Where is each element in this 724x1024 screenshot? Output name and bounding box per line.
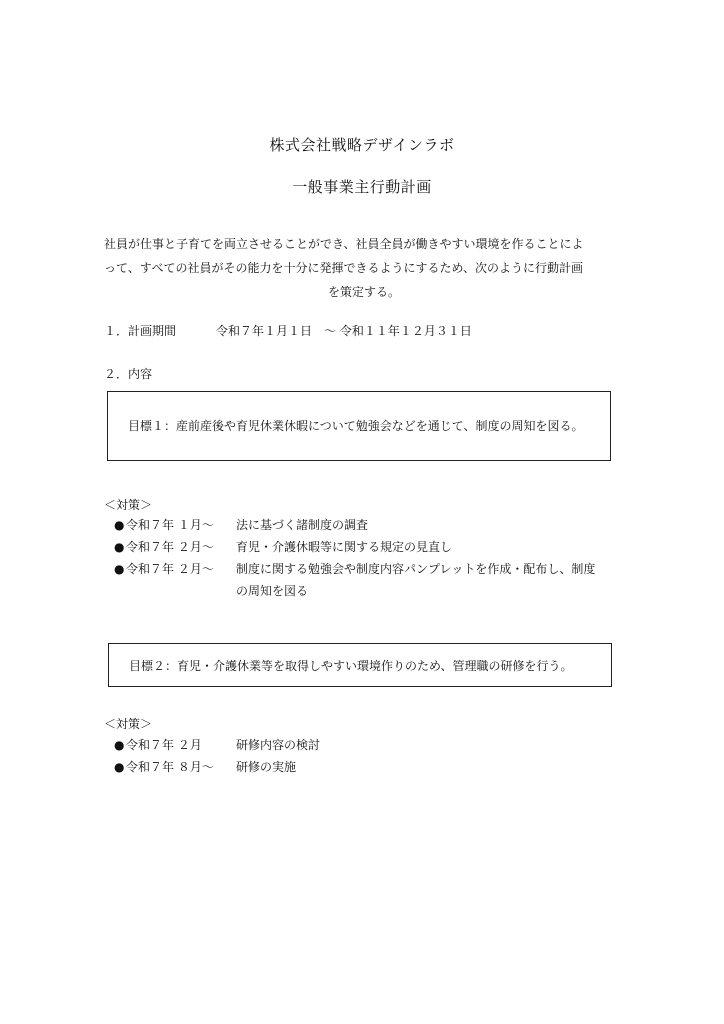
document-title: 一般事業主行動計画 xyxy=(292,178,432,196)
section-label: 内容 xyxy=(128,367,153,381)
intro-line: って、すべての社員がその能力を十分に発揮できるようにするため、次のように行動計画 xyxy=(104,261,584,275)
list-item xyxy=(114,734,320,756)
plan-period-row xyxy=(104,322,472,339)
section-number: １． xyxy=(104,324,129,338)
list-item xyxy=(114,536,595,558)
company-name: 株式会社戦略デザインラボ xyxy=(269,136,455,154)
measure-date: 令和７年 ２月～ xyxy=(126,562,214,576)
list-item xyxy=(114,514,595,536)
bullet-icon: ● xyxy=(114,738,125,752)
goal-1-box xyxy=(107,391,611,461)
section-number: ２． xyxy=(104,367,129,381)
intro-line: 社員が仕事と子育てを両立させることができ、社員全員が働きやすい環境を作ることによ xyxy=(104,237,584,251)
measures-heading: ＜対策＞ xyxy=(104,717,153,731)
list-item xyxy=(114,558,595,602)
measure-text: 法に基づく諸制度の調査 xyxy=(236,518,369,532)
intro-line: を策定する。 xyxy=(327,285,400,299)
goal-2-text: 目標２：育児・介護休業等を取得しやすい環境作りのため、管理職の研修を行う。 xyxy=(129,659,573,673)
goal-1-text: 目標１：産前産後や育児休業休暇について勉強会などを通じて、制度の周知を図る。 xyxy=(128,419,584,433)
plan-period-value: 令和７年１月１日 ～ 令和１１年１２月３１日 xyxy=(216,324,472,338)
measure-date: 令和７年 ２月 xyxy=(126,738,202,752)
measure-date: 令和７年 ２月～ xyxy=(126,540,214,554)
measure-text: 制度に関する勉強会や制度内容パンプレットを作成・配布し、制度 xyxy=(236,562,596,576)
measure-date: 令和７年 ８月～ xyxy=(126,760,214,774)
measures-heading: ＜対策＞ xyxy=(104,498,153,512)
measure-text: 育児・介護休暇等に関する規定の見直し xyxy=(236,540,453,554)
measure-text: 研修内容の検討 xyxy=(236,738,321,752)
intro-paragraph xyxy=(104,232,624,304)
goal-2-box xyxy=(108,643,612,687)
bullet-icon: ● xyxy=(114,518,125,532)
section-label: 計画期間 xyxy=(128,324,177,338)
bullet-icon: ● xyxy=(114,760,125,774)
goal-2-measures-list xyxy=(114,734,320,778)
bullet-icon: ● xyxy=(114,540,125,554)
bullet-icon: ● xyxy=(114,562,125,576)
goal-1-measures-list xyxy=(114,514,595,602)
measure-text-continuation: の周知を図る xyxy=(236,584,309,598)
list-item xyxy=(114,756,320,778)
content-heading xyxy=(104,365,152,382)
measure-text: 研修の実施 xyxy=(236,760,297,774)
measure-date: 令和７年 １月～ xyxy=(126,518,214,532)
